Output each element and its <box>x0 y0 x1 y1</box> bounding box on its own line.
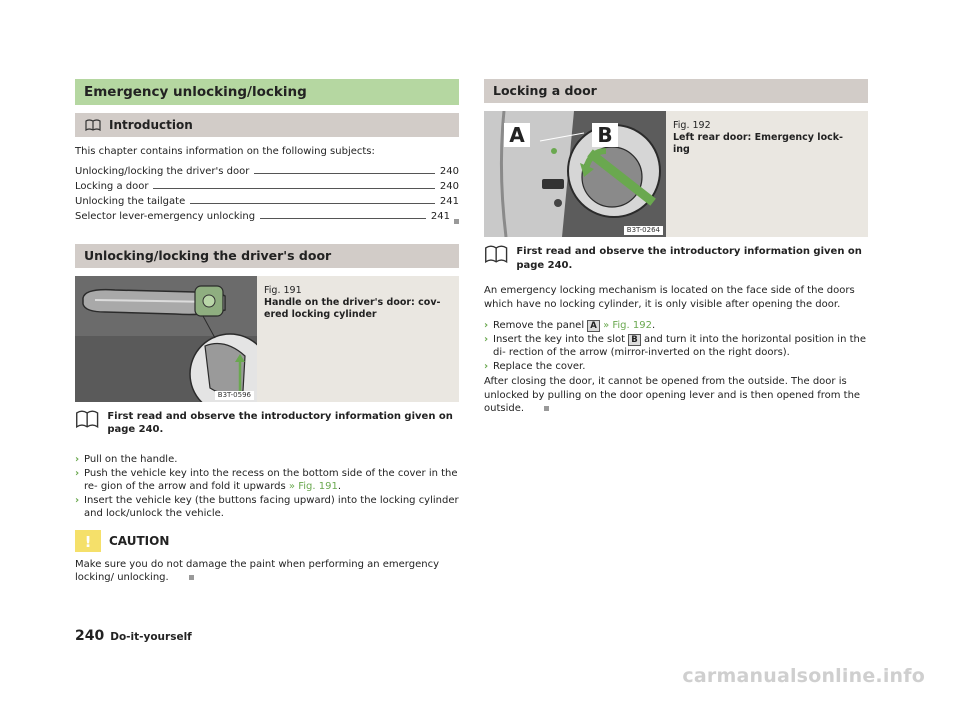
arrow-bullet-icon: › <box>75 467 80 479</box>
chapter-heading: Emergency unlocking/locking <box>75 79 459 105</box>
label-b: B <box>597 123 613 147</box>
closing-paragraph: After closing the door, it cannot be opened from the outside. The door is unlocked by pulling on the door opening lever and is then opened from the outside. <box>484 376 861 414</box>
list-item <box>484 333 868 359</box>
steps-list <box>484 319 868 373</box>
list-item <box>75 453 459 466</box>
caution-text: Make sure you do not damage the paint when performing an emergency locking/ unlocking. <box>75 558 439 583</box>
toc-item[interactable] <box>75 179 459 194</box>
step-tail: . <box>337 480 342 492</box>
toc-item[interactable] <box>75 164 459 179</box>
arrow-bullet-icon: › <box>484 334 489 345</box>
body-paragraph: An emergency locking mechanism is located on the face side of the doors which have no locking cylinder, it is only visible after opening the door. <box>484 285 855 310</box>
arrow-bullet-icon: › <box>484 320 489 331</box>
list-item <box>75 494 459 520</box>
figure-caption <box>666 111 868 237</box>
read-first-text: First read and observe the introductory information given on page 240. <box>107 410 453 435</box>
step-text: Pull on the handle. <box>84 453 178 465</box>
toc-page: 240 <box>439 165 459 177</box>
watermark: carmanualsonline.info <box>682 665 925 687</box>
book-icon <box>484 243 508 265</box>
step-text: Push the vehicle key into the recess on the bottom side of the cover in the re- gion of the arrow and fold it upwards <box>84 467 458 492</box>
page-footer <box>75 628 192 644</box>
list-item <box>484 360 868 373</box>
right-column <box>484 79 868 416</box>
toc-label: Unlocking the tailgate <box>75 195 186 207</box>
arrow-bullet-icon: › <box>75 494 80 506</box>
figure-191-image <box>75 276 257 402</box>
slot-label-b: B <box>628 334 640 346</box>
figure-caption <box>257 276 459 402</box>
figure-192 <box>484 111 868 237</box>
door-handle-illustration <box>75 276 257 402</box>
figure-title: Left rear door: Emergency lock- ing <box>673 132 843 155</box>
read-first-note <box>75 410 459 437</box>
left-column <box>75 79 459 585</box>
image-code: B3T-0596 <box>215 391 254 400</box>
step-text: Remove the panel <box>493 320 585 331</box>
section-heading: Locking a door <box>484 79 868 103</box>
arrow-bullet-icon: › <box>75 453 80 465</box>
panel-label-a: A <box>587 320 600 332</box>
toc-item[interactable] <box>75 194 459 209</box>
figure-192-image <box>484 111 666 237</box>
svg-text:!: ! <box>84 532 92 551</box>
toc-page: 241 <box>430 210 450 222</box>
read-first-text: First read and observe the introductory information given on page 240. <box>516 246 862 271</box>
toc-label: Unlocking/locking the driver's door <box>75 165 250 177</box>
figure-number: Fig. 192 <box>673 120 711 131</box>
end-marker <box>544 406 549 411</box>
toc-list <box>75 164 459 224</box>
figure-number: Fig. 191 <box>264 284 302 296</box>
figure-ref-link[interactable]: » Fig. 191 <box>288 480 338 492</box>
steps-list <box>75 453 459 520</box>
door-lock-illustration <box>484 111 666 237</box>
page-number: 240 <box>75 628 105 644</box>
step-text: Replace the cover. <box>493 361 586 372</box>
step-tail: and turn it into the horizontal position in the di- rection of the arrow (mirror-inverted on the right doors). <box>493 334 867 358</box>
end-marker <box>189 575 194 580</box>
section-name: Do-it-yourself <box>110 631 192 643</box>
step-text: Insert the vehicle key (the buttons facing upward) into the locking cylinder and lock/unlock the vehicle. <box>84 494 459 519</box>
intro-text: This chapter contains information on the following subjects: <box>75 146 375 157</box>
figure-title: Handle on the driver's door: cov- ered locking cylinder <box>264 296 441 320</box>
caution-label: CAUTION <box>109 533 170 548</box>
figure-191 <box>75 276 459 402</box>
book-icon <box>75 408 99 430</box>
toc-label: Locking a door <box>75 180 149 192</box>
end-marker <box>454 219 459 224</box>
arrow-bullet-icon: › <box>484 361 489 372</box>
warning-icon <box>75 530 101 552</box>
toc-label: Selector lever-emergency unlocking <box>75 210 256 222</box>
list-item <box>75 467 459 493</box>
step-text: Insert the key into the slot <box>493 334 626 345</box>
section-heading: Unlocking/locking the driver's door <box>75 244 459 268</box>
toc-item[interactable] <box>75 209 459 224</box>
caution-heading <box>75 530 459 552</box>
figure-ref-link[interactable]: » Fig. 192 <box>603 320 652 331</box>
read-first-note <box>484 245 868 272</box>
book-icon <box>85 119 101 131</box>
label-a: A <box>509 123 525 147</box>
intro-heading <box>75 113 459 137</box>
toc-page: 240 <box>439 180 459 192</box>
toc-page: 241 <box>439 195 459 207</box>
intro-title: Introduction <box>109 118 193 132</box>
list-item: › Remove the panel A » Fig. 192. <box>484 320 656 331</box>
image-code: B3T-0264 <box>624 226 663 235</box>
